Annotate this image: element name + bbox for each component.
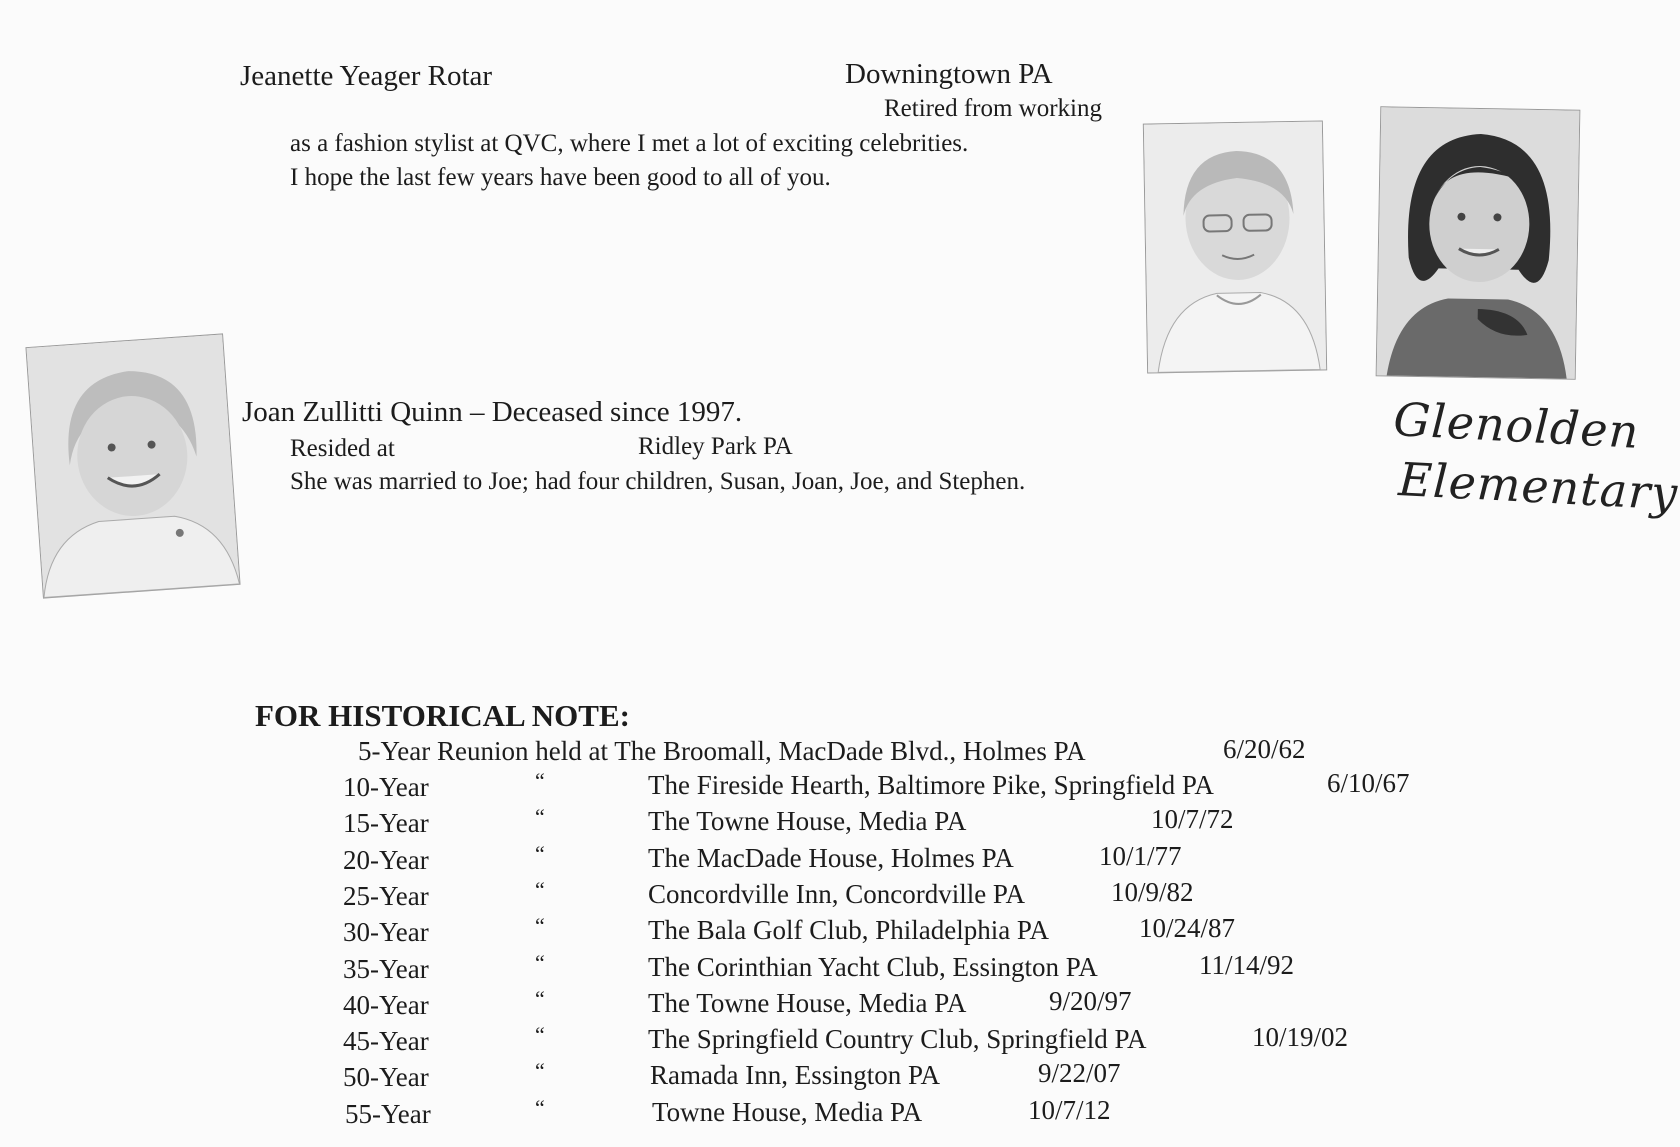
reunion-venue: The Towne House, Media PA xyxy=(648,987,967,1018)
ditto-mark: “ xyxy=(535,1058,545,1084)
portrait-photo-dark-hair xyxy=(1376,106,1581,379)
reunion-first-date: 6/20/62 xyxy=(1223,734,1306,764)
reunion-date: 6/10/67 xyxy=(1327,768,1410,798)
reunion-venue: The Corinthian Yacht Club, Essington PA xyxy=(648,951,1098,982)
reunion-year: 40-Year xyxy=(343,989,429,1020)
reunion-year: 25-Year xyxy=(343,880,429,911)
reunion-year: 10-Year xyxy=(343,772,429,802)
reunion-year: 35-Year xyxy=(343,953,429,984)
reunion-venue: The Springfield Country Club, Springfield PA xyxy=(648,1024,1147,1055)
historical-note-heading: FOR HISTORICAL NOTE: xyxy=(255,698,630,733)
ditto-mark: “ xyxy=(535,1094,545,1120)
entry-2-line: She was married to Joe; had four children, Susan, Joan, Joe, and Stephen. xyxy=(290,468,1026,495)
ditto-mark: “ xyxy=(535,985,545,1011)
reunion-year: 55-Year xyxy=(345,1098,431,1129)
reunion-date: 10/7/72 xyxy=(1151,804,1234,835)
ditto-mark: “ xyxy=(535,876,545,902)
reunion-date: 10/24/87 xyxy=(1139,913,1236,944)
ditto-mark: “ xyxy=(535,768,545,793)
reunion-venue: The Towne House, Media PA xyxy=(648,806,967,837)
reunion-date: 10/1/77 xyxy=(1099,840,1182,871)
reunion-venue: Towne House, Media PA xyxy=(652,1096,923,1127)
reunion-venue: The MacDade House, Holmes PA xyxy=(648,842,1014,873)
entry-2-location: Ridley Park PA xyxy=(638,433,793,460)
entry-1-name: Jeanette Yeager Rotar xyxy=(240,60,493,92)
entry-1-line2: as a fashion stylist at QVC, where I met a lot of exciting celebrities. xyxy=(290,130,969,157)
portrait-photo-glasses xyxy=(1143,120,1327,373)
ditto-mark: “ xyxy=(535,804,545,830)
reunion-date: 10/7/12 xyxy=(1028,1094,1111,1125)
reunion-venue: Concordville Inn, Concordville PA xyxy=(648,878,1025,909)
ditto-mark: “ xyxy=(535,913,545,939)
reunion-date: 10/19/02 xyxy=(1252,1022,1349,1053)
reunion-venue: The Fireside Hearth, Baltimore Pike, Springfield PA xyxy=(648,770,1214,800)
reunion-date: 11/14/92 xyxy=(1199,949,1295,980)
reunion-date: 9/20/97 xyxy=(1049,985,1132,1016)
ditto-mark: “ xyxy=(535,949,545,975)
reunion-year: 15-Year xyxy=(343,808,429,839)
reunion-venue: The Bala Golf Club, Philadelphia PA xyxy=(648,915,1049,946)
reunion-date: 9/22/07 xyxy=(1038,1058,1121,1089)
handwritten-note-line2: Elementary xyxy=(1397,452,1680,521)
reunion-first-line: 5-Year Reunion held at The Broomall, MacDade Blvd., Holmes PA xyxy=(358,736,1086,766)
reunion-year: 45-Year xyxy=(343,1026,429,1057)
reunion-year: 30-Year xyxy=(343,917,429,948)
reunion-year: 20-Year xyxy=(343,844,429,875)
ditto-mark: “ xyxy=(535,1022,545,1048)
handwritten-note-line1: Glenolden xyxy=(1392,392,1641,459)
reunion-date: 10/9/82 xyxy=(1111,876,1194,907)
entry-2-resided-label: Resided at xyxy=(290,435,395,462)
entry-2-name: Joan Zullitti Quinn – Deceased since 1997. xyxy=(242,396,743,428)
reunion-venue: Ramada Inn, Essington PA xyxy=(650,1060,940,1091)
entry-1-location: Downingtown PA xyxy=(845,58,1053,90)
portrait-photo-smiling xyxy=(25,333,240,598)
ditto-mark: “ xyxy=(535,840,545,866)
entry-1-line3: I hope the last few years have been good to all of you. xyxy=(290,164,831,191)
entry-1-line1: Retired from working xyxy=(884,95,1103,122)
reunion-year: 50-Year xyxy=(343,1062,429,1093)
